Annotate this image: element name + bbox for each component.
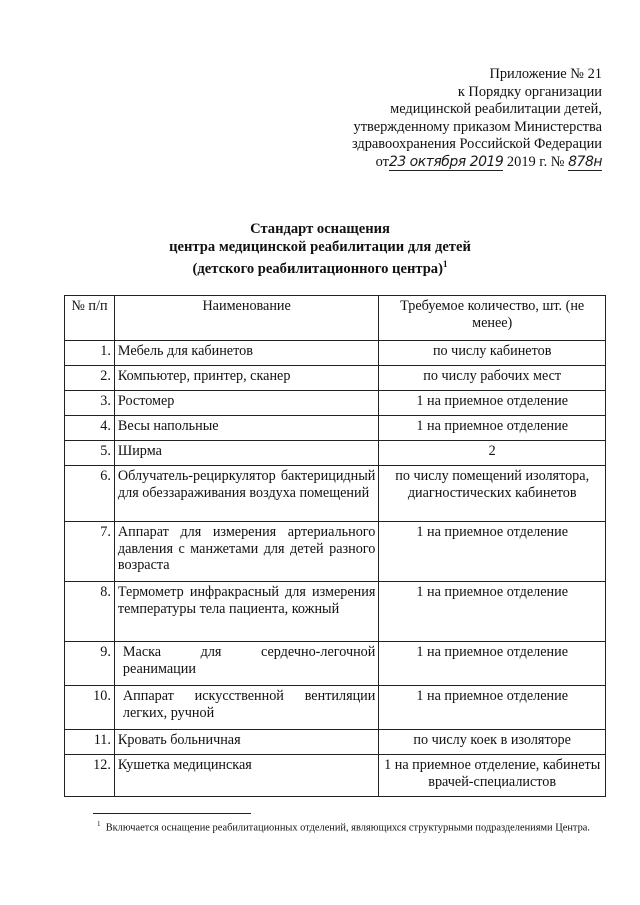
row-name: Компьютер, принтер, сканер <box>114 366 378 391</box>
order-prefix: от <box>375 153 389 170</box>
appendix-header <box>292 66 602 172</box>
row-number: 7. <box>65 522 115 582</box>
row-number: 12. <box>65 755 115 797</box>
row-number: 10. <box>65 686 115 730</box>
header-qty: Требуемое количество, шт. (не менее) <box>379 296 606 341</box>
row-name: Кушетка медицинская <box>114 755 378 797</box>
row-number: 11. <box>65 730 115 755</box>
table-row <box>65 391 606 416</box>
table-row <box>65 642 606 686</box>
row-qty: 2 <box>379 441 606 466</box>
order-year: 2019 г. № <box>506 153 565 170</box>
row-name: Облучатель-рециркулятор бактерицидный для обеззараживания воздуха помещений <box>114 466 378 522</box>
row-qty: 1 на приемное отделение <box>379 686 606 730</box>
appendix-line-3: медицинской реабилитации детей, <box>390 101 602 118</box>
handwritten-number: 878н <box>568 153 602 170</box>
appendix-line-1: Приложение № 21 <box>489 66 602 82</box>
table-header-row <box>65 296 606 341</box>
order-line <box>292 154 602 172</box>
table-row <box>65 466 606 522</box>
row-number: 9. <box>65 642 115 686</box>
row-name: Ширма <box>114 441 378 466</box>
order-date-field <box>389 155 503 171</box>
header-name: Наименование <box>114 296 378 341</box>
equipment-table <box>64 295 606 797</box>
row-qty: 1 на приемное отделение <box>379 522 606 582</box>
row-name: Кровать больничная <box>114 730 378 755</box>
header-num: № п/п <box>65 296 115 341</box>
table-row <box>65 755 606 797</box>
footnote <box>67 818 607 835</box>
footnote-reference: 1 <box>442 259 448 269</box>
row-name: Аппарат для измерения артериального давления с манжетами для детей разного возраста <box>114 522 378 582</box>
appendix-line-5: здравоохранения Российской Федерации <box>351 136 602 153</box>
appendix-line-2: к Порядку организации <box>457 83 602 100</box>
row-number: 1. <box>65 341 115 366</box>
row-qty: 1 на приемное отделение, кабинеты врачей-специалистов <box>379 755 606 797</box>
row-number: 4. <box>65 416 115 441</box>
title-line-3-text: (детского реабилитационного центра) <box>192 260 443 277</box>
footnote-text: Включается оснащение реабилитационных отделений, являющихся структурными подразделениями Центра. <box>105 822 590 834</box>
row-qty: 1 на приемное отделение <box>379 582 606 642</box>
table-row <box>65 366 606 391</box>
row-name: Маска для сердечно-легочной реанимации <box>114 642 378 686</box>
table-row <box>65 416 606 441</box>
row-number: 2. <box>65 366 115 391</box>
row-qty: по числу коек в изоляторе <box>379 730 606 755</box>
table-row <box>65 730 606 755</box>
row-qty: по числу помещений изолятора, диагностических кабинетов <box>379 466 606 522</box>
row-qty: по числу кабинетов <box>379 341 606 366</box>
row-number: 5. <box>65 441 115 466</box>
footnote-mark: 1 <box>97 820 101 828</box>
table-row <box>65 522 606 582</box>
table-row <box>65 686 606 730</box>
row-qty: 1 на приемное отделение <box>379 416 606 441</box>
order-number-field <box>568 155 602 171</box>
table-row <box>65 582 606 642</box>
row-qty: 1 на приемное отделение <box>379 391 606 416</box>
table-row <box>65 341 606 366</box>
footnote-divider <box>93 813 251 814</box>
title-line-2: центра медицинской реабилитации для детей <box>169 238 471 255</box>
row-qty: по числу рабочих мест <box>379 366 606 391</box>
row-number: 8. <box>65 582 115 642</box>
row-name: Весы напольные <box>114 416 378 441</box>
row-name: Аппарат искусственной вентиляции легких, ручной <box>114 686 378 730</box>
handwritten-date: 23 октября 2019 <box>388 153 504 170</box>
row-name: Ростомер <box>114 391 378 416</box>
table-row <box>65 441 606 466</box>
row-name: Термометр инфракрасный для измерения температуры тела пациента, кожный <box>114 582 378 642</box>
appendix-line-4: утвержденному приказом Министерства <box>353 118 602 135</box>
title-line-1: Стандарт оснащения <box>250 221 390 237</box>
row-qty: 1 на приемное отделение <box>379 642 606 686</box>
document-title <box>0 221 640 278</box>
row-number: 6. <box>65 466 115 522</box>
row-number: 3. <box>65 391 115 416</box>
row-name: Мебель для кабинетов <box>114 341 378 366</box>
title-line-3 <box>0 256 640 278</box>
